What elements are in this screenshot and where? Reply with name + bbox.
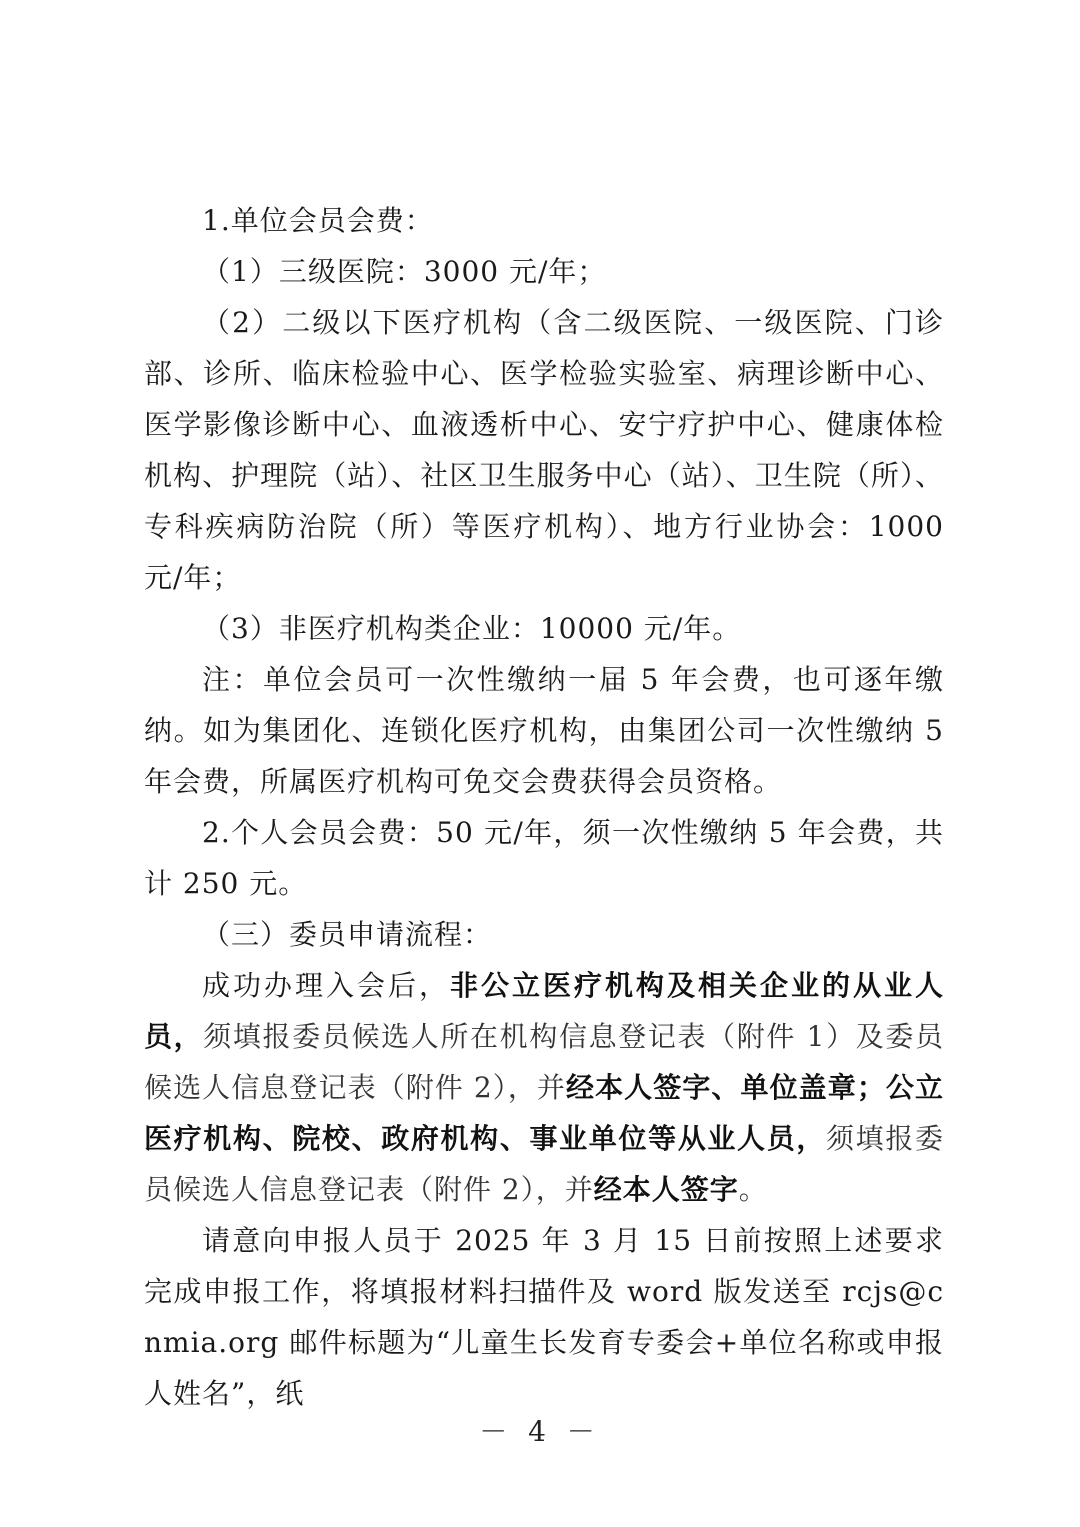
- paragraph-enterprise-fee: （3）非医疗机构类企业：10000 元/年。: [202, 612, 742, 645]
- paragraph-committee-process-body: [144, 960, 944, 1215]
- process-text-intro: 成功办理入会后，: [202, 969, 450, 1002]
- paragraph-submission-instructions: 请意向申报人员于 2025 年 3 月 15 日前按照上述要求完成申报工作，将填报材料扫描件及 word 版发送至 rcjs@cnmia.org 邮件标题为“儿童生长发育专委会+单位名称或申报人姓名”，纸: [144, 1224, 944, 1410]
- paragraph-tier2-institutions-fee: （2）二级以下医疗机构（含二级医院、一级医院、门诊部、诊所、临床检验中心、医学检验实验室、病理诊断中心、医学影像诊断中心、血液透析中心、安宁疗护中心、健康体检机构、护理院（站）、社区卫生服务中心（站）、卫生院（所）、专科疾病防治院（所）等医疗机构）、地方行业协会：1000 元/年；: [144, 306, 944, 594]
- process-text-private-staff: 非公立医疗机构及相关企业的从业人员，: [144, 969, 944, 1053]
- process-text-private-forms: 须填报委员候选人所在机构信息登记表（附件 1）及委员候选人信息登记表（附件 2），并: [144, 1020, 944, 1104]
- paragraph-tier3-hospital-fee: （1）三级医院：3000 元/年；: [202, 255, 607, 288]
- paragraph-unit-member-fee-heading: 1.单位会员会费：: [202, 204, 434, 237]
- document-body: [144, 195, 944, 1419]
- paragraph-fee-note: 注：单位会员可一次性缴纳一届 5 年会费，也可逐年缴纳。如为集团化、连锁化医疗机构，由集团公司一次性缴纳 5 年会费，所属医疗机构可免交会费获得会员资格。: [144, 663, 944, 798]
- paragraph-committee-process-heading: （三）委员申请流程：: [202, 918, 493, 951]
- page-number: － 4 －: [479, 1415, 601, 1448]
- process-text-signature: 经本人签字: [593, 1173, 739, 1206]
- process-text-public-forms: 须填报委员候选人信息登记表（附件 2），并: [144, 1122, 944, 1206]
- process-text-period: 。: [738, 1173, 768, 1206]
- process-text-signature-public-staff: 经本人签字、单位盖章；公立医疗机构、院校、政府机构、事业单位等从业人员，: [144, 1071, 944, 1155]
- paragraph-individual-member-fee: 2.个人会员会费：50 元/年，须一次性缴纳 5 年会费，共计 250 元。: [144, 816, 944, 900]
